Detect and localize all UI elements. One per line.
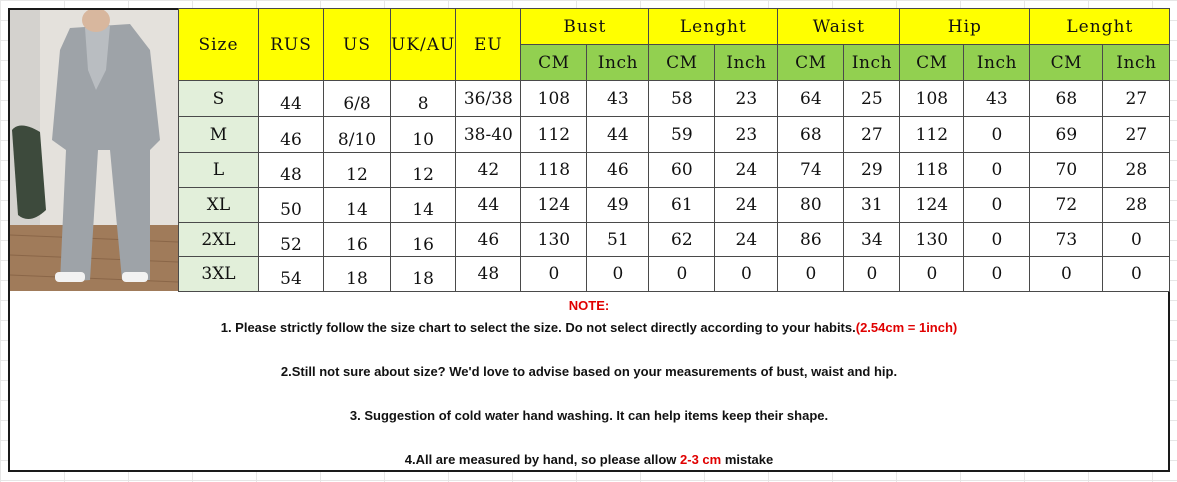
note-4-text-a: 4.All are measured by hand, so please allow [404,452,681,467]
table-row [179,188,1170,223]
measurement-cell: 108 [521,81,587,117]
measurement-cell: 27 [844,117,900,153]
measurement-cell: 68 [778,117,844,153]
header-rus: RUS [259,9,324,81]
measurement-cell: 0 [521,257,587,292]
measurement-cell: 28 [1103,188,1170,223]
size-label-cell: S [179,81,259,117]
size-conversion-cell: 44 [259,81,324,117]
unit-cm: CM [649,45,715,81]
table-row [179,223,1170,257]
measurement-cell: 0 [587,257,649,292]
size-conversion-cell: 46 [456,223,521,257]
measurement-cell: 0 [1030,257,1103,292]
measurement-cell: 130 [900,223,964,257]
header-bust: Bust [521,9,649,45]
size-conversion-cell: 8/10 [324,117,391,153]
header-us: US [324,9,391,81]
measurement-cell: 24 [715,223,778,257]
measurement-cell: 60 [649,153,715,188]
measurement-cell: 74 [778,153,844,188]
header-hip: Hip [900,9,1030,45]
measurement-cell: 0 [964,117,1030,153]
size-chart-table [178,8,1170,292]
size-conversion-cell: 52 [259,223,324,257]
size-conversion-cell: 16 [391,223,456,257]
size-conversion-cell: 44 [456,188,521,223]
measurement-cell: 61 [649,188,715,223]
size-conversion-cell: 48 [456,257,521,292]
size-label-cell: 2XL [179,223,259,257]
unit-cm: CM [778,45,844,81]
measurement-cell: 27 [1103,117,1170,153]
size-conversion-cell: 38-40 [456,117,521,153]
measurement-cell: 0 [778,257,844,292]
unit-inch: Inch [715,45,778,81]
size-conversion-cell: 54 [259,257,324,292]
size-conversion-cell: 12 [391,153,456,188]
unit-cm: CM [900,45,964,81]
size-conversion-cell: 18 [391,257,456,292]
measurement-cell: 43 [964,81,1030,117]
measurement-cell: 112 [900,117,964,153]
measurement-cell: 0 [964,257,1030,292]
notes-section [10,292,1168,470]
measurement-cell: 43 [587,81,649,117]
header-eu: EU [456,9,521,81]
size-label-cell: M [179,117,259,153]
measurement-cell: 46 [587,153,649,188]
measurement-cell: 0 [900,257,964,292]
measurement-cell: 24 [715,188,778,223]
table-row [179,257,1170,292]
header-ukau: UK/AU [391,9,456,81]
note-3: 3. Suggestion of cold water hand washing. It can help items keep their shape. [349,408,829,423]
measurement-cell: 69 [1030,117,1103,153]
measurement-cell: 0 [844,257,900,292]
size-conversion-cell: 46 [259,117,324,153]
unit-inch: Inch [1103,45,1170,81]
measurement-cell: 124 [521,188,587,223]
note-1-text: 1. Please strictly follow the size chart to select the size. Do not select directly according to your habits. [220,320,856,335]
note-1-conversion: (2.54cm = 1inch) [855,320,958,335]
size-label-cell: L [179,153,259,188]
note-4-text-b: mistake [721,452,774,467]
unit-cm: CM [521,45,587,81]
measurement-cell: 118 [521,153,587,188]
measurement-cell: 64 [778,81,844,117]
measurement-cell: 51 [587,223,649,257]
measurement-cell: 86 [778,223,844,257]
measurement-cell: 0 [1103,223,1170,257]
measurement-cell: 0 [649,257,715,292]
size-conversion-cell: 48 [259,153,324,188]
measurement-cell: 27 [1103,81,1170,117]
header-length-top: Lenght [649,9,778,45]
size-label-cell: XL [179,188,259,223]
measurement-cell: 25 [844,81,900,117]
measurement-cell: 124 [900,188,964,223]
measurement-cell: 28 [1103,153,1170,188]
measurement-cell: 58 [649,81,715,117]
size-conversion-cell: 6/8 [324,81,391,117]
header-length-pants: Lenght [1030,9,1170,45]
measurement-cell: 0 [715,257,778,292]
measurement-cell: 0 [964,188,1030,223]
measurement-cell: 29 [844,153,900,188]
measurement-cell: 23 [715,81,778,117]
note-4 [10,452,1168,467]
table-row [179,117,1170,153]
measurement-cell: 24 [715,153,778,188]
measurement-cell: 62 [649,223,715,257]
measurement-cell: 112 [521,117,587,153]
header-waist: Waist [778,9,900,45]
unit-inch: Inch [844,45,900,81]
size-conversion-cell: 10 [391,117,456,153]
measurement-cell: 108 [900,81,964,117]
note-2: 2.Still not sure about size? We'd love to advise based on your measurements of bust, waist and hip. [280,364,898,379]
measurement-cell: 130 [521,223,587,257]
note-title: NOTE: [568,298,610,313]
size-conversion-cell: 18 [324,257,391,292]
measurement-cell: 80 [778,188,844,223]
measurement-cell: 72 [1030,188,1103,223]
size-conversion-cell: 16 [324,223,391,257]
size-conversion-cell: 14 [391,188,456,223]
note-1 [10,320,1168,335]
measurement-cell: 118 [900,153,964,188]
measurement-cell: 73 [1030,223,1103,257]
size-conversion-cell: 36/38 [456,81,521,117]
unit-inch: Inch [587,45,649,81]
size-conversion-cell: 12 [324,153,391,188]
unit-inch: Inch [964,45,1030,81]
measurement-cell: 0 [1103,257,1170,292]
measurement-cell: 23 [715,117,778,153]
table-row [179,153,1170,188]
measurement-cell: 0 [964,223,1030,257]
measurement-cell: 49 [587,188,649,223]
measurement-cell: 31 [844,188,900,223]
header-size: Size [179,9,259,81]
size-conversion-cell: 50 [259,188,324,223]
measurement-cell: 68 [1030,81,1103,117]
size-conversion-cell: 42 [456,153,521,188]
product-photo [10,10,179,291]
measurement-cell: 34 [844,223,900,257]
size-conversion-cell: 8 [391,81,456,117]
measurement-cell: 44 [587,117,649,153]
unit-cm: CM [1030,45,1103,81]
size-label-cell: 3XL [179,257,259,292]
measurement-cell: 59 [649,117,715,153]
table-row [179,81,1170,117]
measurement-cell: 70 [1030,153,1103,188]
model-wearing-suit-image [10,10,178,291]
size-conversion-cell: 14 [324,188,391,223]
note-4-tolerance: 2-3 cm [680,452,722,467]
measurement-cell: 0 [964,153,1030,188]
